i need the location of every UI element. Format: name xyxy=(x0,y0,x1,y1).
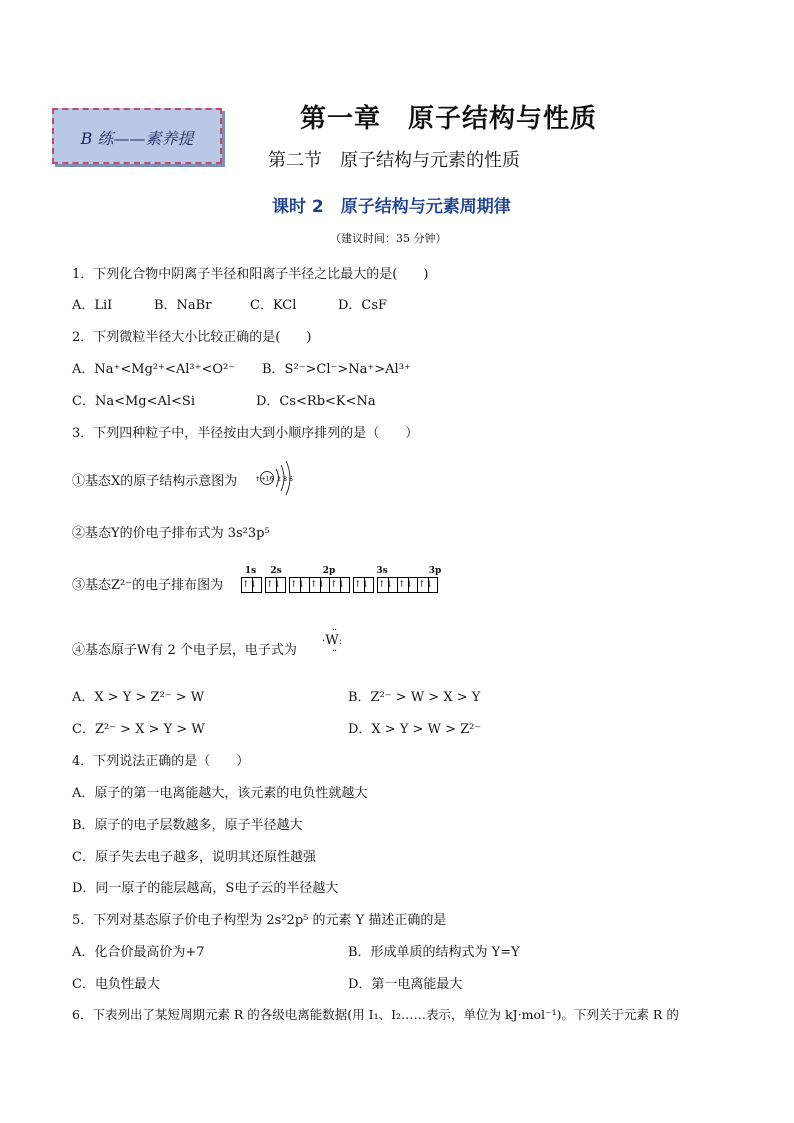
q4-option-a: A．原子的第一电离能越大，该元素的电负性就越大 xyxy=(72,786,368,801)
electron-dot-symbol: W xyxy=(325,633,339,648)
q5-option-d: D．第一电离能最大 xyxy=(348,977,463,992)
atom-shell-3-count: 6 xyxy=(289,476,293,483)
q5-option-a: A．化合价最高价为+7 xyxy=(72,945,205,960)
q5-option-c: C．电负性最大 xyxy=(72,977,160,992)
q3-option-d: D．X > Y > W > Z²⁻ xyxy=(348,722,482,737)
section-title: 第二节 原子结构与元素的性质 xyxy=(268,150,520,171)
lesson-title: 课时 2 原子结构与元素周期律 xyxy=(272,197,511,217)
orbital-label-1s: 1s xyxy=(244,566,257,576)
orbital-boxes: 1s 2s 2p 3s 3p ↑↓ ↑↓ ↑↓ ↑↓ ↑↓ ↑↓ ↑↓ ↑↓ ↑↓ xyxy=(238,566,475,593)
q1-option-c: C．KCl xyxy=(250,298,297,313)
q3-option-c: C．Z²⁻ > X > Y > W xyxy=(72,722,205,737)
orbital-diagram xyxy=(236,566,475,593)
chapter-title: 第一章 原子结构与性质 xyxy=(300,104,598,134)
q3-stem: 3．下列四种粒子中，半径按由大到小顺序排列的是（ ） xyxy=(72,426,419,441)
electron-dot-formula: ·· ·W: ·· xyxy=(322,625,342,657)
atom-shell-2-count: 8 xyxy=(283,476,287,483)
atom-nucleus-label: +16 xyxy=(260,475,274,483)
q3-option-a: A．X > Y > Z²⁻ > W xyxy=(72,690,205,705)
q5-stem: 5．下列对基态原子价电子构型为 2s²2p⁵ 的元素 Y 描述正确的是 xyxy=(72,913,447,928)
q3-option-b: B．Z²⁻ > W > X > Y xyxy=(348,690,481,705)
q4-stem: 4．下列说法正确的是（ ） xyxy=(72,754,250,769)
q2-option-a: A．Na⁺<Mg²⁺<Al³⁺<O²⁻ xyxy=(72,362,236,377)
q4-option-b: B．原子的电子层数越多，原子半径越大 xyxy=(72,818,303,833)
q2-option-d: D．Cs<Rb<K<Na xyxy=(256,394,376,409)
q1-option-d: D．CsF xyxy=(338,298,388,313)
q2-option-b: B．S²⁻>Cl⁻>Na⁺>Al³⁺ xyxy=(262,362,411,377)
section-badge xyxy=(52,108,222,164)
svg-text:↑: ↑ xyxy=(255,476,261,483)
orbital-label-3p: 3p xyxy=(428,566,442,576)
q3-item-1 xyxy=(72,470,237,489)
q1-stem: 1．下列化合物中阴离子半径和阳离子半径之比最大的是( ) xyxy=(72,267,429,282)
orbital-label-2s: 2s xyxy=(270,566,282,576)
q1-option-a: A．LiI xyxy=(72,298,113,313)
atom-shell-1-count: 2 xyxy=(277,476,281,483)
atom-structure-diagram xyxy=(254,456,302,496)
orbital-label-2p: 2p xyxy=(322,566,336,576)
q6-stem: 6．下表列出了某短周期元素 R 的各级电离能数据(用 I₁、I₂……表示，单位为 kJ·mol⁻¹)。下列关于元素 R 的 xyxy=(72,1007,679,1022)
q5-option-b: B．形成单质的结构式为 Y=Y xyxy=(348,945,520,960)
suggested-time: （建议时间：35 分钟） xyxy=(330,232,447,245)
q4-option-c: C．原子失去电子越多，说明其还原性越强 xyxy=(72,850,316,865)
q4-option-d: D．同一原子的能层越高，S电子云的半径越大 xyxy=(72,881,339,896)
q3-item-4: ④基态原子W有 2 个电子层，电子式为 xyxy=(72,643,297,658)
q3-item-1-text: ①基态X的原子结构示意图为 xyxy=(72,474,238,489)
badge-text: B 练——素养提 xyxy=(80,129,194,148)
q3-item-3: ③基态Z²⁻的电子排布图为 xyxy=(72,578,224,593)
q3-item-2: ②基态Y的价电子排布式为 3s²3p⁵ xyxy=(72,526,270,541)
q2-stem: 2．下列微粒半径大小比较正确的是( ) xyxy=(72,330,312,345)
orbital-label-3s: 3s xyxy=(376,566,388,576)
q1-option-b: B．NaBr xyxy=(154,298,212,313)
q2-option-c: C．Na<Mg<Al<Si xyxy=(72,394,195,409)
